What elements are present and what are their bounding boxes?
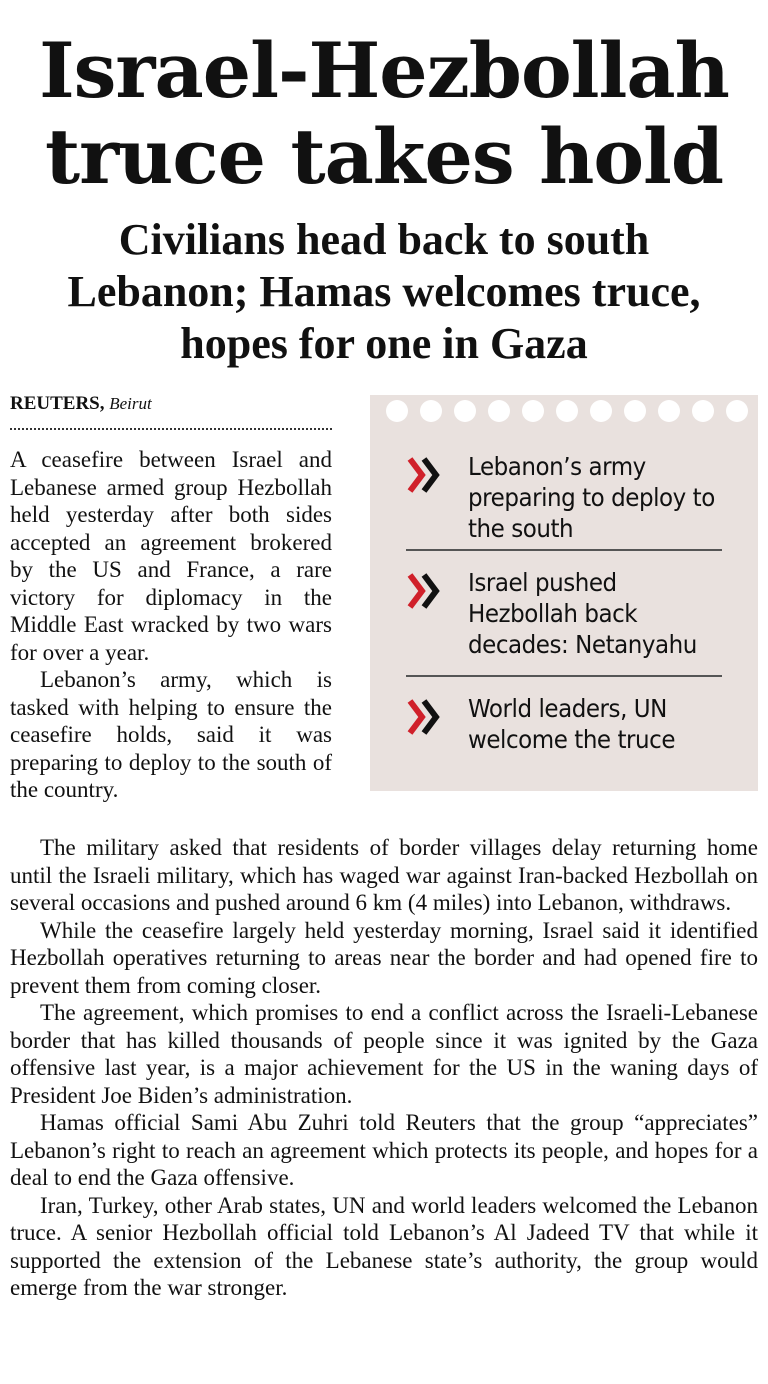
binding-hole xyxy=(488,400,510,422)
binding-hole xyxy=(658,400,680,422)
headline-line-2: truce takes hold xyxy=(44,112,724,201)
article-paragraph-1: A ceasefire between Israel and Lebanese armed group Hezbollah held yesterday after both sides accepted an agreement brokered by the US and France, a rare victory for diplomacy in the Middle East wracked by two wars for over a year. xyxy=(10,447,332,665)
binding-hole xyxy=(590,400,612,422)
article-paragraph-3: The military asked that residents of border villages delay returning home until the Israeli military, which has waged war against Iran-backed Hezbollah on several occasions and pushed around 6 km (4 miles) into Lebanon, withdraws. xyxy=(10,835,758,915)
byline-divider xyxy=(10,428,332,430)
subhead-line-3: hopes for one in Gaza xyxy=(180,319,588,368)
article-paragraph-5: The agreement, which promises to end a conflict across the Israeli-Lebanese border that has killed thousands of people since it was ignited by the Gaza offensive last year, is a major achievement for the US in the waning days of President Joe Biden’s administration. xyxy=(10,1000,758,1108)
highlight-text: World leaders, UN welcome the truce xyxy=(468,694,676,754)
article-paragraph-7: Iran, Turkey, other Arab states, UN and world leaders welcomed the Lebanon truce. A senior Hezbollah official told Lebanon’s Al Jadeed TV that while it supported the extension of the Lebanese state’s authority, the group would emerge from the war stronger. xyxy=(10,1192,758,1300)
headline-line-1: Israel-Hezbollah xyxy=(39,26,729,115)
binding-hole xyxy=(522,400,544,422)
double-chevron-icon xyxy=(406,571,442,611)
article-paragraph-2: Lebanon’s army, which is tasked with helping to ensure the ceasefire holds, said it was preparing to deploy to the south of the country. xyxy=(10,667,332,802)
binding-hole xyxy=(454,400,476,422)
highlights-list xyxy=(406,451,722,755)
highlight-text: Lebanon’s army preparing to deploy to the south xyxy=(468,452,715,543)
headline xyxy=(0,28,768,200)
subhead-line-2: Lebanon; Hamas welcomes truce, xyxy=(67,267,701,316)
double-chevron-icon xyxy=(406,455,442,495)
subhead-line-1: Civilians head back to south xyxy=(118,215,650,264)
byline-dateline: Beirut xyxy=(109,394,152,413)
article-paragraph-4: While the ceasefire largely held yesterday morning, Israel said it identified Hezbollah operatives returning to areas near the border and had opened fire to prevent them from coming closer. xyxy=(10,917,758,998)
highlights-box xyxy=(370,395,758,791)
subheadline xyxy=(20,214,748,370)
article-column-full xyxy=(10,834,758,1302)
binding-hole xyxy=(556,400,578,422)
binding-hole xyxy=(420,400,442,422)
binding-hole xyxy=(624,400,646,422)
highlight-item xyxy=(406,451,722,549)
highlight-item xyxy=(406,551,722,675)
article-paragraph-6: Hamas official Sami Abu Zuhri told Reuters that the group “appreciates” Lebanon’s right to reach an agreement which protects its people, and hopes for a deal to end the Gaza offensive. xyxy=(10,1110,758,1190)
article-column-left xyxy=(10,446,332,804)
highlight-item xyxy=(406,677,722,755)
double-chevron-icon xyxy=(406,697,442,737)
byline xyxy=(10,392,332,416)
binding-hole xyxy=(692,400,714,422)
highlight-text: Israel pushed Hezbollah back decades: Netanyahu xyxy=(468,568,697,659)
binding-hole xyxy=(726,400,748,422)
notepad-binding-holes xyxy=(382,400,752,424)
byline-agency: REUTERS, xyxy=(10,393,105,414)
binding-hole xyxy=(386,400,408,422)
